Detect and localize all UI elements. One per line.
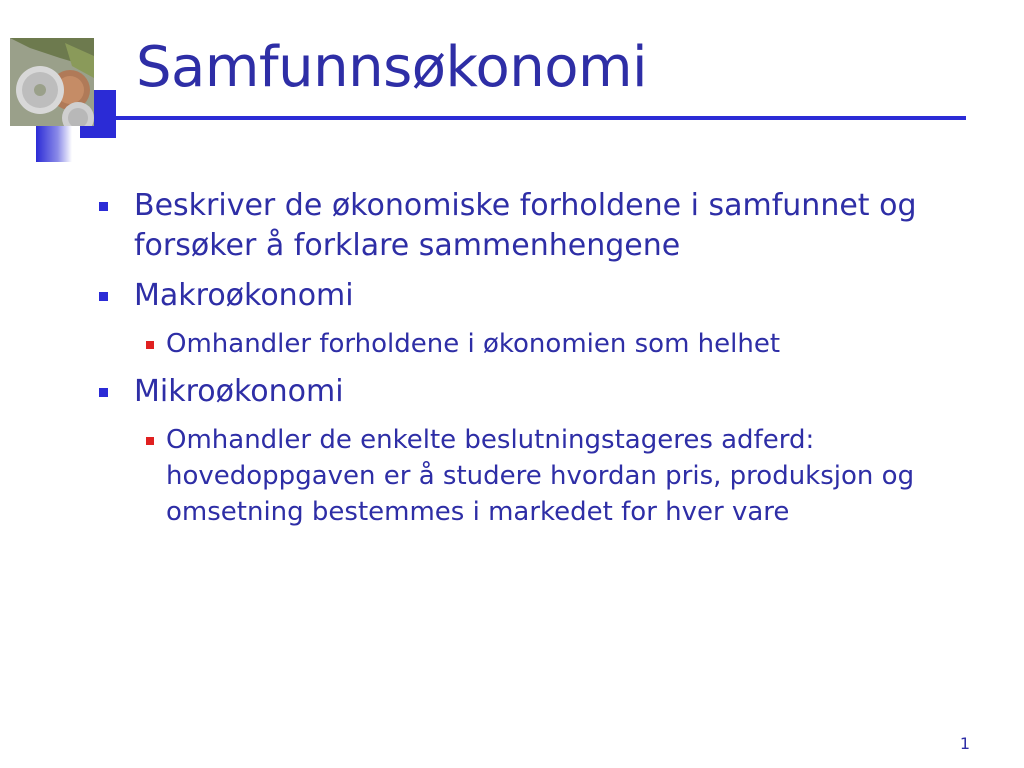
title-underline xyxy=(96,116,966,120)
bullet-text: Mikroøkonomi xyxy=(134,374,344,409)
decorative-gradient-square xyxy=(36,126,72,162)
square-bullet-icon xyxy=(99,292,108,301)
sub-bullet-item xyxy=(134,326,956,362)
bullet-item xyxy=(96,372,956,412)
square-bullet-icon xyxy=(99,388,108,397)
sub-bullet-text: Omhandler de enkelte beslutningstageres adferd: hovedoppgaven er å studere hvordan pris, produksjon og omsetning bestemmes i markedet for hver vare xyxy=(166,425,915,527)
bullet-list xyxy=(96,186,956,540)
coins-photo-icon xyxy=(10,38,94,126)
sub-bullet-text: Omhandler forholdene i økonomien som helhet xyxy=(166,329,781,359)
page-number: 1 xyxy=(959,734,970,753)
bullet-text: Beskriver de økonomiske forholdene i samfunnet og forsøker å forklare sammenhengene xyxy=(134,188,917,263)
bullet-item xyxy=(96,276,956,316)
red-square-bullet-icon xyxy=(146,437,154,445)
bullet-item xyxy=(96,186,956,266)
square-bullet-icon xyxy=(99,202,108,211)
bullet-text: Makroøkonomi xyxy=(134,278,354,313)
red-square-bullet-icon xyxy=(146,341,154,349)
sub-bullet-item xyxy=(134,422,956,530)
slide-title: Samfunnsøkonomi xyxy=(136,35,648,100)
